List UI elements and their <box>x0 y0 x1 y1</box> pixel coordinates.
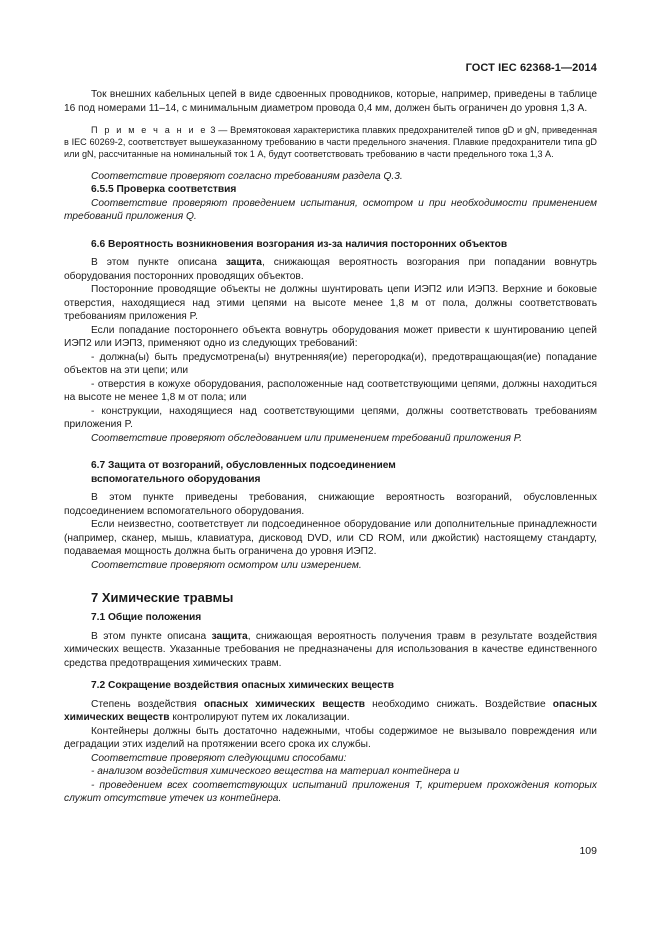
list-item-analysis: - анализом воздействия химического вещества на материал контейнера и <box>91 766 460 778</box>
page-number: 109 <box>579 845 597 857</box>
paragraph-exposure: Степень воздействия опасных химических веществ необходимо снижать. Воздействие опасных химических веществ контролируют путем их локализации. <box>64 698 597 724</box>
paragraph-chemical-intro: В этом пункте описана защита, снижающая вероятность получения травм в результате воздействия химических веществ. Указанные требования не предназначены для использования в качестве единственного средства предотвращения химических травм. <box>64 630 597 669</box>
note-text: 3 — Времятоковая характеристика плавких предохранителей типов gD и gN, приведенная в IEC 60269-2, соответствует вышеуказанному требованию в части предельного значения. Плавкие предохранители типа gD или gN, рассчитанные на номинальный ток 1 А, будут соответствовать требованию в части предельного тока 1,3 А. <box>64 125 597 160</box>
list-item-constructions: - конструкции, находящиеся над соответствующими цепями, должны соответствовать требованиям приложения P. <box>64 405 597 431</box>
term-hazardous-chemicals: опасных химических веществ <box>64 698 597 724</box>
paragraph-conductive-objects: Посторонние проводящие объекты не должны шунтировать цепи ИЭП2 или ИЭП3. Верхние и боковые отверстия, находящиеся над этими цепями на высоте менее 1,8 м от пола, должны соответствовать требованиям приложения P. <box>64 284 597 323</box>
heading-7: 7 Химические травмы <box>91 590 234 606</box>
heading-6-5-5: 6.5.5 Проверка соответствия <box>91 184 237 196</box>
paragraph-foreign-objects-intro: В этом пункте описана защита, снижающая вероятность возгорания при попадании вовнутрь оборудования посторонних проводящих объектов. <box>64 257 597 282</box>
paragraph-compliance-methods: Соответствие проверяют следующими способами: <box>91 752 347 764</box>
page-body <box>64 88 597 806</box>
document-id-header: ГОСТ IEC 62368-1—2014 <box>465 62 597 74</box>
heading-7-2: 7.2 Сокращение воздействия опасных химических веществ <box>91 680 394 692</box>
paragraph-compliance-inspection: Соответствие проверяют обследованием или применением требований приложения P. <box>91 432 523 444</box>
heading-6-7-line1: 6.7 Защита от возгораний, обусловленных подсоединением <box>91 460 396 472</box>
heading-6-7-line2: вспомогательного оборудования <box>91 473 261 485</box>
paragraph-requirements-intro: Если попадание постороннего объекта вовнутрь оборудования может привести к шунтированию цепей ИЭП2 или ИЭП3, применяют одно из следующих требований: <box>64 324 597 350</box>
term-protection: защита <box>225 257 262 269</box>
term-protection: защита <box>211 630 248 642</box>
heading-7-1: 7.1 Общие положения <box>91 612 202 624</box>
paragraph-cable-current: Ток внешних кабельных цепей в виде сдвоенных проводников, которые, например, приведены в таблице 16 под номерами 11–14, с минимальным диаметром провода 0,4 мм, должен быть ограничен до уровня 1,3 А. <box>64 89 597 114</box>
paragraph-compliance-measurement: Соответствие проверяют осмотром или измерением. <box>91 559 362 571</box>
list-item-barrier: - должна(ы) быть предусмотрена(ы) внутренняя(ие) перегородка(и), предотвращающая(ие) попадание объектов на эти цепи; или <box>64 351 597 377</box>
list-item-tests: - проведением всех соответствующих испытаний приложения T, критерием прохождения которых служит отсутствие утечек из контейнера. <box>64 779 597 805</box>
paragraph-auxiliary-intro: В этом пункте приведены требования, снижающие вероятность возгораний, обусловленных подсоединением вспомогательного оборудования. <box>64 492 597 517</box>
paragraph-accessories: Если неизвестно, соответствует ли подсоединенное оборудование или дополнительные принадлежности (например, сканер, мышь, клавиатура, дисковод DVD, или CD ROM, или джойстик) настоящему стандарту, подаваемая мощность должна быть ограничена до уровня ИЭП2. <box>64 519 597 558</box>
list-item-openings: - отверстия в кожухе оборудования, расположенные над соответствующими цепями, должны находиться на высоте не менее 1,8 м от пола; или <box>64 378 597 404</box>
paragraph-compliance-test: Соответствие проверяют проведением испытания, осмотром и при необходимости применением требований приложения Q. <box>64 197 597 223</box>
paragraph-containers: Контейнеры должны быть достаточно надежными, чтобы содержимое не вызывало повреждения или деградации этих изделий на протяжении всего срока их службы. <box>64 725 597 751</box>
note-label: П р и м е ч а н и е <box>91 125 208 135</box>
heading-6-6: 6.6 Вероятность возникновения возгорания из-за наличия посторонних объектов <box>91 238 508 250</box>
term-hazardous-chemicals: опасных химических веществ <box>203 698 366 710</box>
paragraph-compliance-q3: Соответствие проверяют согласно требованиям раздела Q.3. <box>91 170 403 182</box>
note-3 <box>64 124 597 161</box>
